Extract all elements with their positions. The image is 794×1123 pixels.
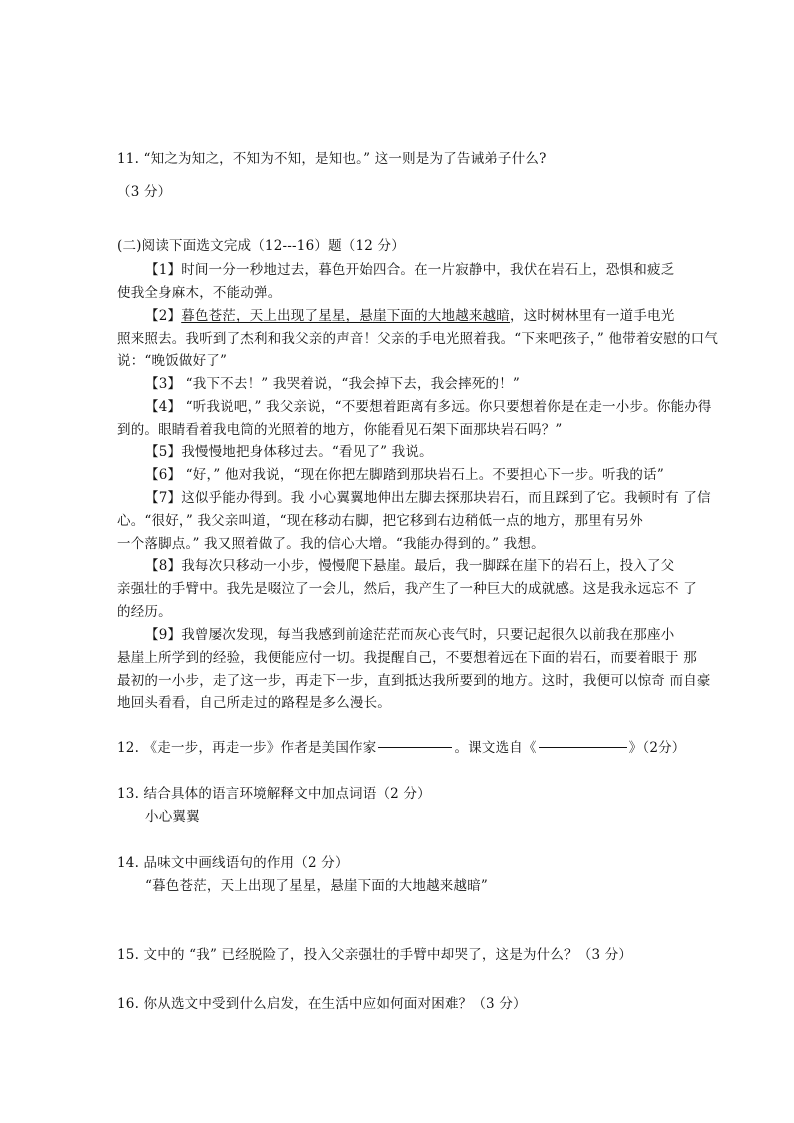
passage-p8-line2: 亲强壮的手臂中。我先是啜泣了一会儿，然后，我产生了一种巨大的成就感。这是我永远忘不 了 xyxy=(117,581,697,597)
passage-p1-line2: 使我全身麻木，不能动弹。 xyxy=(117,285,282,301)
passage-p9-line1: 【9】我曾屡次发现，每当我感到前途茫茫而灰心丧气时，只要记起很久以前我在那座小 xyxy=(145,627,675,643)
source-answer-blank[interactable] xyxy=(539,747,627,748)
passage-p2-line1 xyxy=(145,305,682,327)
question-12-middle: 。课文选自《 xyxy=(454,740,537,756)
question-12-suffix: 》（2分） xyxy=(628,740,686,756)
underlined-sentence: 暮色苍茫，天上出现了星星，悬崖下面的大地越来越暗 xyxy=(181,308,511,324)
passage-p1-line1: 【1】时间一分一秒地过去，暮色开始四合。在一片寂静中，我伏在岩石上，恐惧和疲乏 xyxy=(145,262,675,278)
question-14-text: 14. 品味文中画线语句的作用（2 分） xyxy=(117,855,349,871)
passage-p9-line2: 悬崖上所学到的经验，我便能应付一切。我提醒自己，不要想着远在下面的岩石，而要着眼于 那 xyxy=(117,650,697,666)
question-13-word: 小心翼翼 xyxy=(145,809,200,825)
passage-p7-line3: 一个落脚点。” 我又照着做了。我的信心大增。“我能办得到的。” 我想。 xyxy=(117,536,545,552)
question-15-text: 15. 文中的 “我” 已经脱险了，投入父亲强壮的手臂中却哭了，这是为什么？（3 分） xyxy=(117,947,633,963)
question-16-text: 16. 你从选文中受到什么启发，在生活中应如何面对困难？（3 分） xyxy=(117,996,527,1012)
passage-p9-line4: 地回头看看，自己所走过的路程是多么漫长。 xyxy=(117,695,391,711)
question-13-text: 13. 结合具体的语言环境解释文中加点词语（2 分） xyxy=(117,786,431,802)
passage-p9-line3: 最初的一小步，走了这一步，再走下一步，直到抵达我所要到的地方。这时，我便可以惊奇 而自豪 xyxy=(117,673,711,689)
author-answer-blank[interactable] xyxy=(378,747,452,748)
passage-p3: 【3】 “我下不去！” 我哭着说，“我会掉下去，我会摔死的！” xyxy=(145,376,520,392)
passage-p6: 【6】 “好，” 他对我说，“现在你把左脚踏到那块岩石上。不要担心下一步。听我的话” xyxy=(145,467,664,483)
passage-p5: 【5】我慢慢地把身体移过去。“看见了” 我说。 xyxy=(145,444,433,460)
passage-p8-line3: 的经历。 xyxy=(117,604,172,620)
passage-p2-rest: ，这时树林里有一道手电光 xyxy=(510,308,675,324)
passage-p4-line1: 【4】 “听我说吧，” 我父亲说，“不要想着距离有多远。你只要想着你是在走一小步。你能办得 xyxy=(145,399,712,415)
passage-p4-line2: 到的。眼睛看着我电筒的光照着的地方，你能看见石架下面那块岩石吗？” xyxy=(117,422,563,438)
passage-p7-line1: 【7】这似乎能办得到。我 小心翼翼地伸出左脚去探那块岩石，而且踩到了它。我顿时有 了信 xyxy=(145,490,711,506)
question-11-text: 11. “知之为知之，不知为不知，是知也。” 这一则是为了告诫弟子什么? xyxy=(117,151,547,167)
paragraph-mark: 【2】 xyxy=(145,308,182,324)
passage-p8-line1: 【8】我每次只移动一小步，慢慢爬下悬崖。最后，我一脚踩在崖下的岩石上，投入了父 xyxy=(145,558,675,574)
question-14-quote: “暮色苍茫，天上出现了星星，悬崖下面的大地越来越暗” xyxy=(145,878,489,894)
question-11-score: （3 分） xyxy=(117,184,172,200)
question-12 xyxy=(117,737,686,759)
section-2-heading: (二)阅读下面选文完成（12---16）题（12 分） xyxy=(117,238,405,254)
question-12-prefix: 12. 《走一步，再走一步》作者是美国作家 xyxy=(117,740,377,756)
passage-p7-line2: 心。“很好，” 我父亲叫道，“现在移动右脚，把它移到右边稍低一点的地方，那里有另外 xyxy=(117,513,643,529)
passage-p2-line3: 说：“晚饭做好了” xyxy=(117,353,228,369)
passage-p2-line2: 照来照去。我听到了杰利和我父亲的声音！父亲的手电光照着我。“下来吧孩子，” 他带着安慰的口气 xyxy=(117,331,719,347)
